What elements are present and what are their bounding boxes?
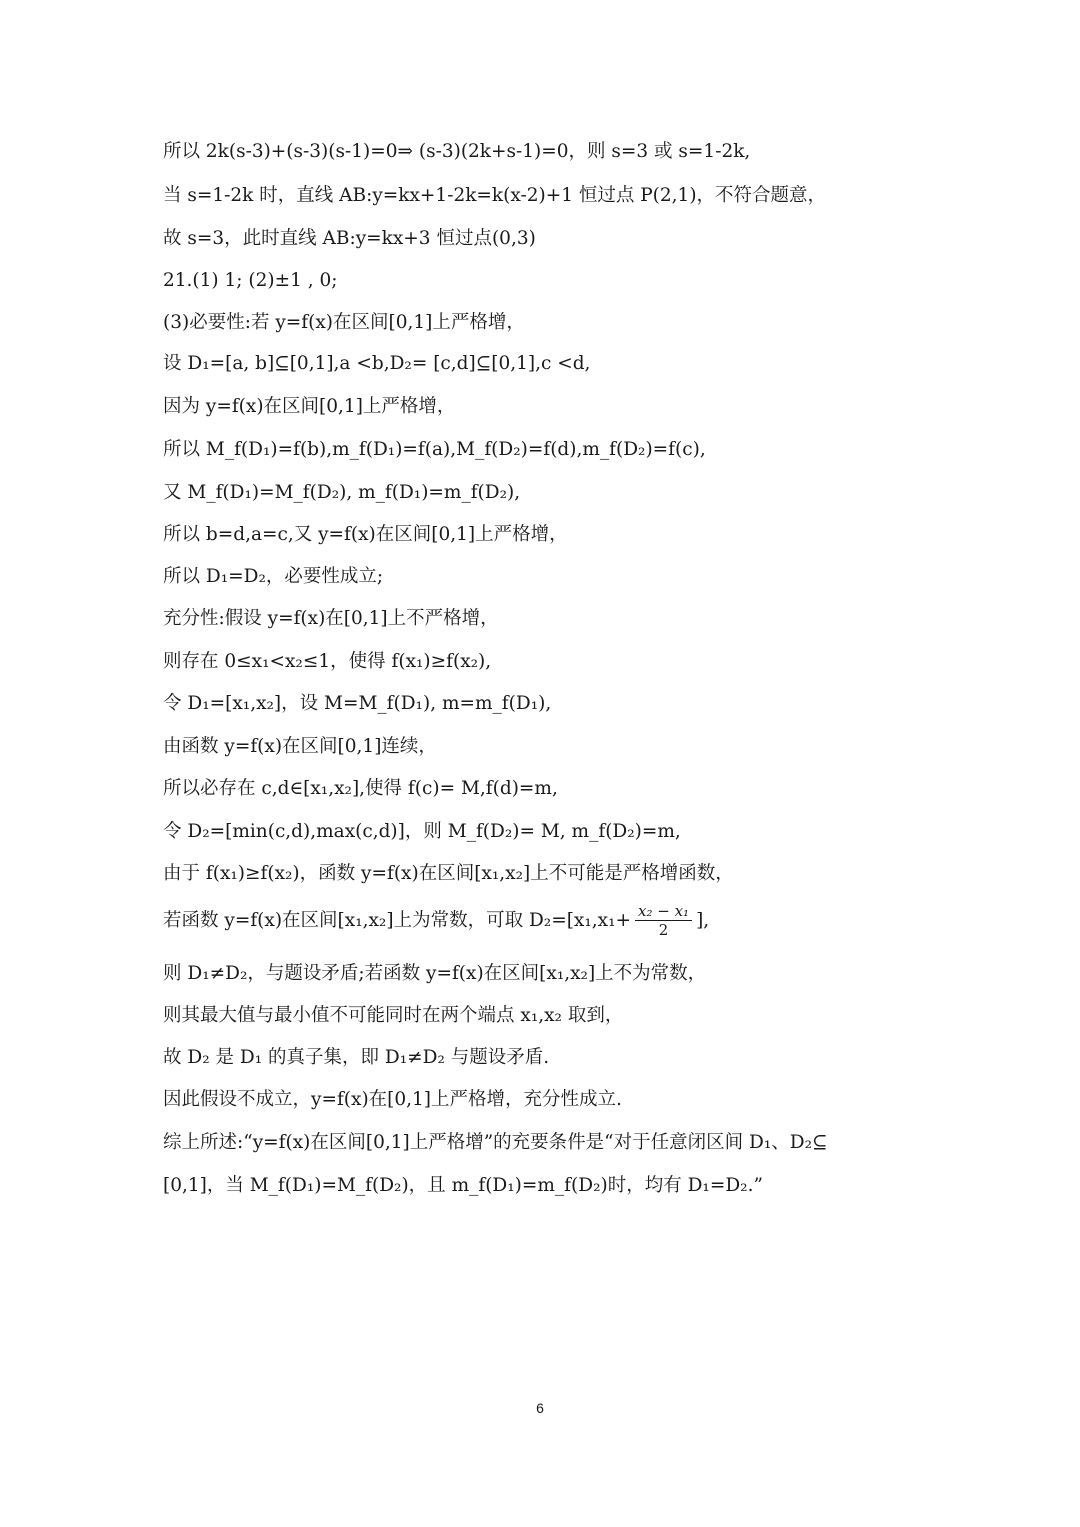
fraction-line-after: ],	[696, 910, 710, 931]
page-number: 6	[536, 1400, 544, 1416]
text-line: 令 D₁=[x₁,x₂]，设 M=M_f(D₁), m=m_f(D₁),	[163, 693, 552, 714]
text-line: 又 M_f(D₁)=M_f(D₂), m_f(D₁)=m_f(D₂),	[163, 482, 521, 503]
text-line: 21.(1) 1; (2)±1 , 0;	[163, 270, 338, 291]
text-line: 则 D₁≠D₂，与题设矛盾;若函数 y=f(x)在区间[x₁,x₂]上不为常数，	[163, 963, 707, 984]
text-line: 因为 y=f(x)在区间[0,1]上严格增，	[163, 396, 456, 417]
text-line: 所以 b=d,a=c,又 y=f(x)在区间[0,1]上严格增，	[163, 524, 568, 545]
text-line: 所以必存在 c,d∈[x₁,x₂],使得 f(c)= M,f(d)=m,	[163, 778, 558, 799]
fraction-numerator: x₂ − x₁	[635, 903, 692, 921]
text-line: 由函数 y=f(x)在区间[0,1]连续，	[163, 736, 437, 757]
text-line: 综上所述:“y=f(x)在区间[0,1]上严格增”的充要条件是“对于任意闭区间 D₁、D₂⊆	[163, 1132, 828, 1153]
text-line: 当 s=1-2k 时，直线 AB:y=kx+1-2k=k(x-2)+1 恒过点 P(2,1)，不符合题意，	[163, 185, 827, 206]
text-line: [0,1]，当 M_f(D₁)=M_f(D₂)，且 m_f(D₁)=m_f(D₂)时，均有 D₁=D₂.”	[163, 1175, 763, 1196]
fraction-denominator: 2	[658, 921, 669, 939]
text-line: 所以 D₁=D₂，必要性成立;	[163, 566, 384, 587]
text-line: 故 s=3，此时直线 AB:y=kx+3 恒过点(0,3)	[163, 228, 536, 249]
text-line: 充分性:假设 y=f(x)在[0,1]上不严格增，	[163, 608, 499, 629]
text-line: 则存在 0≤x₁<x₂≤1，使得 f(x₁)≥f(x₂),	[163, 651, 492, 672]
text-line: 设 D₁=[a, b]⊆[0,1],a <b,D₂= [c,d]⊆[0,1],c <d,	[163, 353, 591, 374]
text-line: 所以 2k(s-3)+(s-3)(s-1)=0⇒ (s-3)(2k+s-1)=0，则 s=3 或 s=1-2k,	[163, 141, 751, 162]
text-line: (3)必要性:若 y=f(x)在区间[0,1]上严格增，	[163, 312, 525, 333]
text-line: 因此假设不成立，y=f(x)在[0,1]上严格增，充分性成立.	[163, 1089, 622, 1110]
text-line: 故 D₂ 是 D₁ 的真子集，即 D₁≠D₂ 与题设矛盾.	[163, 1047, 550, 1068]
fraction-text-line	[163, 900, 1043, 942]
fraction-line-before: 若函数 y=f(x)在区间[x₁,x₂]上为常数，可取 D₂=[x₁,x₁+	[163, 910, 631, 931]
text-line: 令 D₂=[min(c,d),max(c,d)]，则 M_f(D₂)= M, m_f(D₂)=m,	[163, 821, 681, 842]
text-line: 则其最大值与最小值不可能同时在两个端点 x₁,x₂ 取到，	[163, 1005, 624, 1026]
text-line: 由于 f(x₁)≥f(x₂)，函数 y=f(x)在区间[x₁,x₂]上不可能是严格增函数，	[163, 863, 734, 884]
text-line: 所以 M_f(D₁)=f(b),m_f(D₁)=f(a),M_f(D₂)=f(d),m_f(D₂)=f(c),	[163, 439, 706, 460]
fraction	[635, 903, 692, 939]
